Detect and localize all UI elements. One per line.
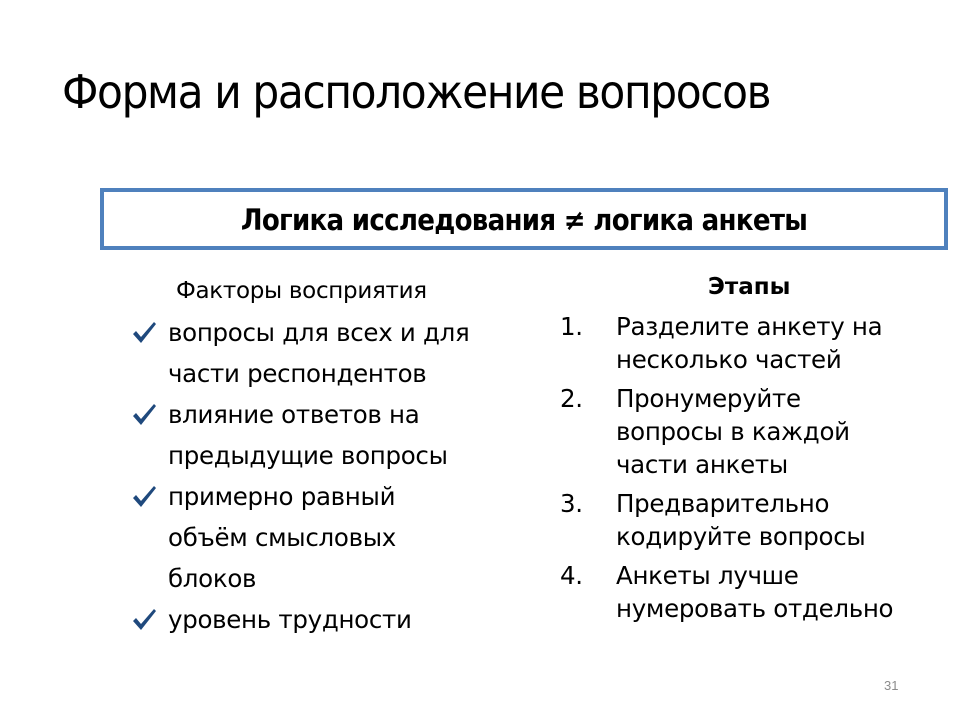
slide-number: 31 bbox=[884, 678, 899, 693]
list-item bbox=[130, 394, 550, 476]
list-item bbox=[130, 476, 550, 599]
list-item-line: объём смысловых bbox=[168, 523, 396, 552]
checkmark-icon bbox=[130, 482, 158, 510]
list-item-line: нумеровать отдельно bbox=[616, 594, 894, 623]
list-item-number: 2. bbox=[560, 384, 583, 413]
list-item bbox=[560, 487, 960, 553]
list-item-line: влияние ответов на bbox=[168, 400, 420, 429]
stages-heading: Этапы bbox=[708, 274, 791, 300]
list-item-line: Пронумеруйте bbox=[616, 384, 801, 413]
list-item-line: Предварительно bbox=[616, 489, 830, 518]
list-item-line: вопросы для всех и для bbox=[168, 318, 470, 347]
list-item-number: 1. bbox=[560, 312, 583, 341]
slide-title: Форма и расположение вопросов bbox=[62, 65, 771, 119]
checkmark-icon bbox=[130, 400, 158, 428]
list-item bbox=[130, 312, 550, 394]
list-item-number: 3. bbox=[560, 489, 583, 518]
list-item-line: вопросы в каждой bbox=[616, 417, 850, 446]
list-item-line: части респондентов bbox=[168, 359, 427, 388]
list-item-line: несколько частей bbox=[616, 345, 842, 374]
perception-factors-heading: Факторы восприятия bbox=[176, 278, 427, 304]
list-item-line: блоков bbox=[168, 564, 257, 593]
list-item-line: предыдущие вопросы bbox=[168, 441, 448, 470]
logic-callout-box bbox=[100, 188, 948, 250]
list-item bbox=[130, 599, 550, 640]
list-item-line: части анкеты bbox=[616, 450, 788, 479]
list-item bbox=[560, 310, 960, 376]
perception-factors-list bbox=[130, 312, 550, 640]
list-item-line: Разделите анкету на bbox=[616, 312, 883, 341]
list-item bbox=[560, 382, 960, 481]
list-item bbox=[560, 559, 960, 625]
list-item-line: Анкеты лучше bbox=[616, 561, 799, 590]
list-item-line: примерно равный bbox=[168, 482, 396, 511]
list-item-line: уровень трудности bbox=[168, 605, 412, 634]
stages-list bbox=[560, 310, 960, 631]
logic-callout-text: Логика исследования ≠ логика анкеты bbox=[240, 203, 808, 237]
list-item-line: кодируйте вопросы bbox=[616, 522, 866, 551]
list-item-number: 4. bbox=[560, 561, 583, 590]
checkmark-icon bbox=[130, 605, 158, 633]
checkmark-icon bbox=[130, 318, 158, 346]
